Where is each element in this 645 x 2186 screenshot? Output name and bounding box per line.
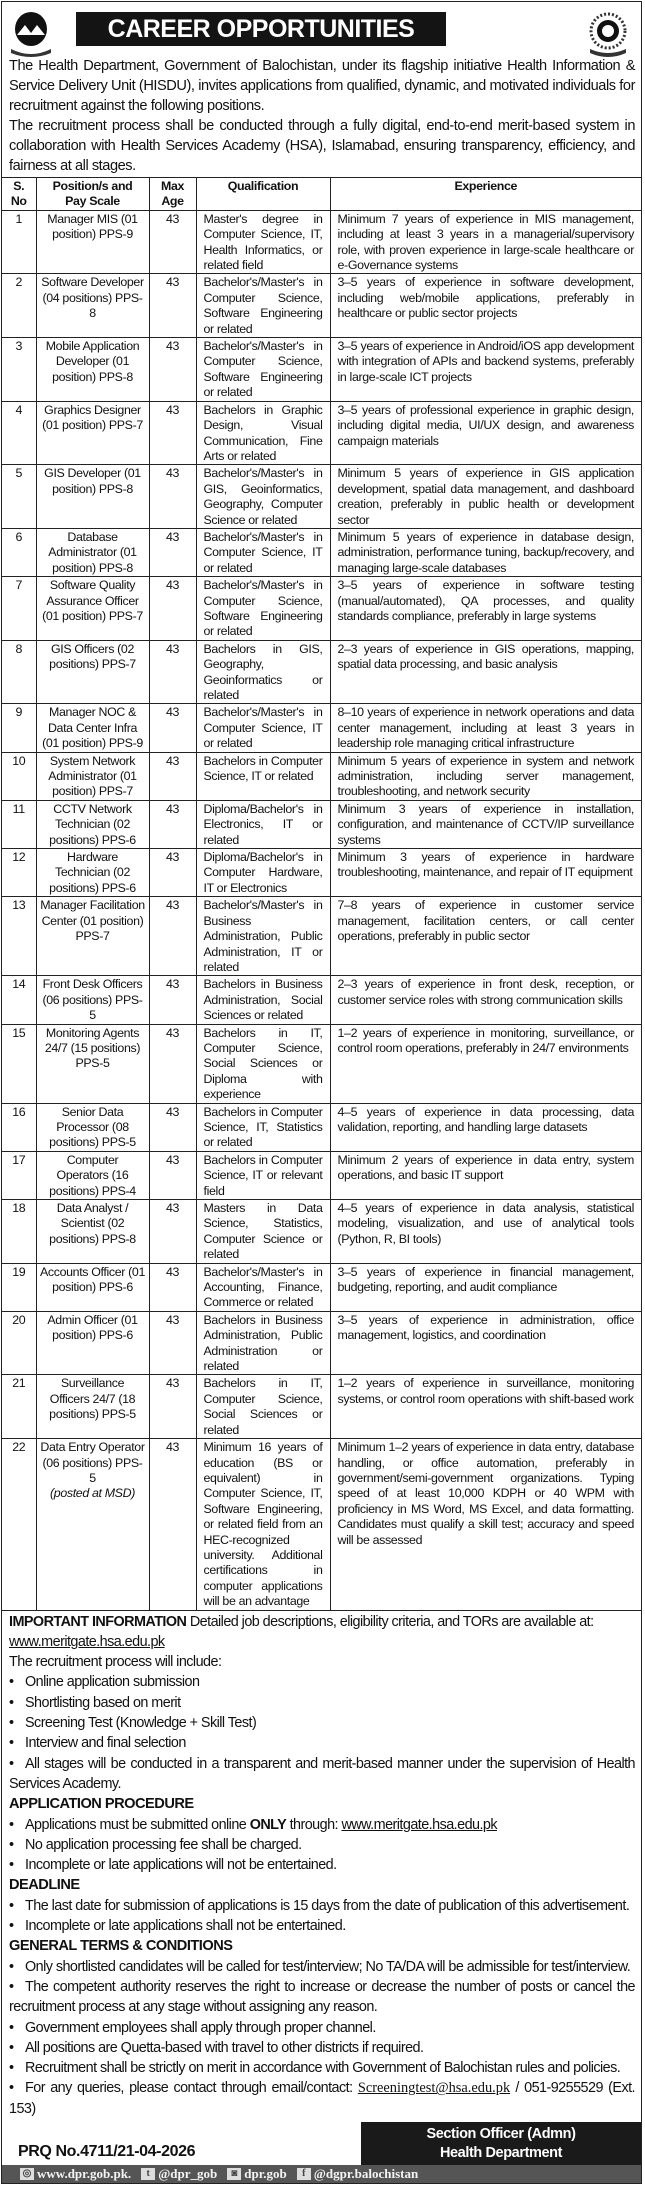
table-row xyxy=(2,640,641,704)
position-title: Software Developer (04 positions) PPS-8 xyxy=(41,275,144,321)
position-title: Surveillance Officers 24/7 (18 positions) PPS-5 xyxy=(49,1376,136,1422)
cell-max-age: 43 xyxy=(149,274,196,338)
cell-position xyxy=(36,338,149,402)
cell-sno: 12 xyxy=(2,849,36,897)
table-row xyxy=(2,1200,641,1264)
cell-experience: 3–5 years of experience in financial management, budgeting, reporting, and audit compliance xyxy=(330,1263,641,1311)
table-row xyxy=(2,897,641,976)
bullet-icon: • xyxy=(9,1897,14,1914)
cell-experience: 4–5 years of experience in data analysis, statistical modeling, visualization, and use of analytical tools (Python, R, BI tools) xyxy=(330,1200,641,1264)
bullet-icon: • xyxy=(9,1978,14,1995)
cell-experience: 3–5 years of experience in administration, office management, logistics, and coordination xyxy=(330,1311,641,1375)
procedure-heading: APPLICATION PROCEDURE xyxy=(9,1796,194,1813)
position-title: Computer Operators (16 positions) PPS-4 xyxy=(49,1152,136,1198)
cell-qualification: Bachelor's/Master's in Accounting, Finance, Commerce or related xyxy=(196,1263,330,1311)
deadline-item-text: Incomplete or late applications shall not be entertained. xyxy=(25,1918,346,1935)
footer-instagram[interactable]: ◙ dpr.gob xyxy=(227,2165,287,2183)
advertisement-frame xyxy=(1,1,642,2184)
procedure-online: • Applications must be submitted online ONLY through: www.meritgate.hsa.edu.pk xyxy=(9,1816,498,1833)
position-title: Hardware Technician (02 positions) PPS-6 xyxy=(49,850,136,895)
position-title: Data Analyst / Scientist (02 positions) PPS-8 xyxy=(49,1201,136,1246)
table-row xyxy=(2,210,641,274)
terms-item-text: Recruitment shall be strictly on merit in accordance with Government of Balochistan rules and policies. xyxy=(25,2060,621,2077)
cell-sno: 16 xyxy=(2,1103,36,1151)
bullet-icon: • xyxy=(9,2039,14,2056)
cell-position xyxy=(36,752,149,800)
page-title: CAREER OPPORTUNITIES xyxy=(76,12,446,46)
cell-sno: 13 xyxy=(2,897,36,976)
deadline-item xyxy=(9,1896,635,1916)
cell-max-age: 43 xyxy=(149,976,196,1024)
bullet-icon: • xyxy=(9,1694,14,1711)
stages-note: • All stages will be conducted in a transparent and merit-based manner under the supervision of Health Services Academy. xyxy=(9,1755,635,1792)
cell-position xyxy=(36,1151,149,1199)
cell-experience: 4–5 years of experience in data processing, data validation, reporting, and handling large datasets xyxy=(330,1103,641,1151)
position-title: GIS Officers (02 positions) PPS-7 xyxy=(49,641,136,672)
procedure-item xyxy=(9,1835,635,1855)
process-step xyxy=(9,1713,635,1733)
cell-experience: 3–5 years of experience in software development, including web/mobile applications, preferably in healthcare or public sector projects xyxy=(330,274,641,338)
bullet-icon: • xyxy=(9,2019,14,2036)
cell-qualification: Bachelor's/Master's in Computer Science, IT or related xyxy=(196,528,330,576)
bullet-icon: • xyxy=(9,1836,14,1853)
intro-text xyxy=(9,56,635,176)
intro-paragraph: The recruitment process shall be conducted through a fully digital, end-to-end merit-based system in collaboration with Health Services Academy (HSA), Islamabad, ensuring transparency, efficiency, and fairness at all stages. xyxy=(9,118,635,174)
contact-info: • For any queries, please contact through email/contact: Screeningtest@hsa.edu.pk / 051-9255529 (Ext. 153) xyxy=(9,2080,635,2117)
process-step xyxy=(9,1733,635,1753)
position-title: Manager Facilitation Center (01 position) PPS-7 xyxy=(40,898,145,944)
positions-table xyxy=(2,177,641,1611)
process-step-text: Online application submission xyxy=(25,1674,200,1691)
cell-qualification: Bachelors in Business Administration, Public Administration or related xyxy=(196,1311,330,1375)
footer-website[interactable]: ◎ www.dpr.gob.pk. xyxy=(20,2165,131,2183)
cell-experience: Minimum 7 years of experience in MIS management, including at least 3 years in a managerial/supervisory role, with proven experience in large-scale healthcare or e-Governance systems xyxy=(330,210,641,274)
header-qualification: Qualification xyxy=(196,178,330,211)
cell-max-age: 43 xyxy=(149,640,196,704)
bullet-icon: • xyxy=(9,2060,14,2077)
cell-max-age: 43 xyxy=(149,1024,196,1103)
header-max-age: Max Age xyxy=(149,178,196,211)
cell-sno: 7 xyxy=(2,577,36,641)
table-row xyxy=(2,752,641,800)
cell-position xyxy=(36,465,149,529)
instagram-icon: ◙ xyxy=(227,2168,241,2180)
table-row xyxy=(2,849,641,897)
footer-bar xyxy=(2,2165,641,2183)
cell-qualification: Bachelor's/Master's in GIS, Geoinformatics, Geography, Computer Science or related xyxy=(196,465,330,529)
facebook-icon: f xyxy=(297,2168,311,2180)
cell-max-age: 43 xyxy=(149,800,196,848)
position-note: (posted at MSD) xyxy=(50,1486,135,1501)
procedure-item-text: Incomplete or late applications will not be entertained. xyxy=(25,1857,337,1874)
bullet-icon: • xyxy=(9,1674,14,1691)
cell-experience: 7–8 years of experience in customer service management, facilitation centers, or call center operations, preferably in public sector xyxy=(330,897,641,976)
cell-sno: 2 xyxy=(2,274,36,338)
position-title: Mobile Application Developer (01 position) PPS-8 xyxy=(45,339,140,384)
cell-position xyxy=(36,1263,149,1311)
signature-row xyxy=(2,2122,641,2165)
cell-experience: Minimum 1–2 years of experience in data entry, database handling, or office automation, preferably in government/semi-government organizations. Typing speed of at least 10,000 KDPH or 40 WPM with proficiency in MS Word, MS Excel, and data formatting. Candidates must qualify a skill test; accuracy and speed will be assessed xyxy=(330,1439,641,1610)
bullet-icon: • xyxy=(9,1918,14,1935)
cell-qualification: Diploma/Bachelor's in Computer Hardware, IT or Electronics xyxy=(196,849,330,897)
cell-experience: Minimum 3 years of experience in hardware troubleshooting, maintenance, and repair of IT equipment xyxy=(330,849,641,897)
table-row xyxy=(2,800,641,848)
balochistan-govt-logo xyxy=(7,9,55,57)
intro-paragraph: The Health Department, Government of Balochistan, under its flagship initiative Health Information & Service Delivery Unit (HISDU), invites applications from qualified, dynamic, and motivated individuals for recruitment against the following positions. xyxy=(9,58,635,114)
cell-qualification: Bachelor's/Master's in Computer Science, Software Engineering or related xyxy=(196,338,330,402)
information-section xyxy=(9,1612,635,2119)
cell-max-age: 43 xyxy=(149,1103,196,1151)
terms-item xyxy=(9,2058,635,2078)
cell-position xyxy=(36,704,149,752)
meritgate-link[interactable]: www.meritgate.hsa.edu.pk xyxy=(9,1633,165,1650)
position-title: Monitoring Agents 24/7 (15 positions) PPS-5 xyxy=(44,1025,141,1071)
terms-item-text: Government employees shall apply through proper channel. xyxy=(25,2019,376,2036)
cell-max-age: 43 xyxy=(149,1263,196,1311)
cell-max-age: 43 xyxy=(149,897,196,976)
health-department-emblem xyxy=(584,9,632,57)
cell-experience: 3–5 years of professional experience in graphic design, including digital media, UI/UX design, and awareness campaign materials xyxy=(330,401,641,465)
table-row xyxy=(2,704,641,752)
cell-max-age: 43 xyxy=(149,1200,196,1264)
process-step-text: Screening Test (Knowledge + Skill Test) xyxy=(25,1715,257,1732)
bullet-icon: • xyxy=(9,1735,14,1752)
contact-email-link[interactable]: Screeningtest@hsa.edu.pk xyxy=(357,2080,511,2097)
position-title: Senior Data Processor (08 positions) PPS-5 xyxy=(49,1104,136,1150)
cell-max-age: 43 xyxy=(149,1151,196,1199)
cell-qualification: Bachelors in Business Administration, Social Sciences or related xyxy=(196,976,330,1024)
terms-item-text: All positions are Quetta-based with travel to other districts if required. xyxy=(25,2039,424,2056)
process-step-text: Interview and final selection xyxy=(25,1735,186,1752)
bullet-icon: • xyxy=(9,1958,14,1975)
table-row xyxy=(2,1263,641,1311)
cell-max-age: 43 xyxy=(149,401,196,465)
cell-sno: 20 xyxy=(2,1311,36,1375)
cell-position xyxy=(36,274,149,338)
deadline-item-text: The last date for submission of applications is 15 days from the date of publication of this advertisement. xyxy=(25,1897,630,1914)
header-sno: S. No xyxy=(2,178,36,211)
cell-qualification: Master's degree in Computer Science, IT, Health Informatics, or related field xyxy=(196,210,330,274)
cell-qualification: Bachelors in GIS, Geography, Geoinformatics or related xyxy=(196,640,330,704)
cell-position xyxy=(36,976,149,1024)
cell-qualification: Bachelors in Computer Science, IT, Statistics or related xyxy=(196,1103,330,1151)
table-row xyxy=(2,1311,641,1375)
cell-max-age: 43 xyxy=(149,210,196,274)
table-row xyxy=(2,465,641,529)
terms-item-text: The competent authority reserves the right to increase or decrease the number of posts or cancel the recruitment process at any stage without assigning any reason. xyxy=(9,1978,635,2016)
cell-qualification: Bachelors in IT, Computer Science, Social Sciences or Diploma with experience xyxy=(196,1024,330,1103)
table-row xyxy=(2,528,641,576)
cell-position xyxy=(36,897,149,976)
meritgate-apply-link[interactable]: www.meritgate.hsa.edu.pk xyxy=(341,1816,498,1833)
cell-experience: 3–5 years of experience in Android/iOS app development with integration of APIs and backend systems, preferably in large-scale ICT projects xyxy=(330,338,641,402)
cell-qualification: Bachelor's/Master's in Business Administration, Public Administration, IT or related xyxy=(196,897,330,976)
table-row xyxy=(2,1151,641,1199)
cell-sno: 19 xyxy=(2,1263,36,1311)
cell-qualification: Bachelors in Graphic Design, Visual Communication, Fine Arts or related xyxy=(196,401,330,465)
terms-item xyxy=(9,2018,635,2038)
important-information xyxy=(9,1612,635,1632)
cell-experience: 2–3 years of experience in front desk, reception, or customer service roles with strong communication skills xyxy=(330,976,641,1024)
cell-position xyxy=(36,1439,149,1610)
twitter-icon: t xyxy=(141,2168,155,2180)
cell-qualification: Bachelor's/Master's in Computer Science, IT or related xyxy=(196,704,330,752)
terms-item xyxy=(9,1977,635,2018)
process-step xyxy=(9,1672,635,1692)
cell-sno: 10 xyxy=(2,752,36,800)
position-title: Manager MIS (01 position) PPS-9 xyxy=(47,211,138,242)
header-position: Position/s and Pay Scale xyxy=(36,178,149,211)
signature-title: Section Officer (Admn) xyxy=(426,2126,576,2142)
cell-experience: 3–5 years of experience in software testing (manual/automated), QA processes, and quality standards compliance, preferably in large systems xyxy=(330,577,641,641)
cell-max-age: 43 xyxy=(149,1311,196,1375)
cell-sno: 3 xyxy=(2,338,36,402)
cell-sno: 6 xyxy=(2,528,36,576)
table-row xyxy=(2,1024,641,1103)
table-row xyxy=(2,1103,641,1151)
position-title: Data Entry Operator (06 positions) PPS-5 xyxy=(40,1440,145,1485)
cell-experience: 8–10 years of experience in network operations and data center management, including at least 3 years in leadership role managing critical infrastructure xyxy=(330,704,641,752)
cell-sno: 17 xyxy=(2,1151,36,1199)
cell-experience: 1–2 years of experience in surveillance, monitoring systems, or control room operations with shift-based work xyxy=(330,1375,641,1439)
table-row xyxy=(2,274,641,338)
cell-position xyxy=(36,800,149,848)
position-title: Accounts Officer (01 position) PPS-6 xyxy=(39,1264,146,1295)
cell-sno: 21 xyxy=(2,1375,36,1439)
deadline-item xyxy=(9,1916,635,1936)
terms-heading: GENERAL TERMS & CONDITIONS xyxy=(9,1938,233,1955)
signature-block xyxy=(361,2122,641,2165)
cell-max-age: 43 xyxy=(149,528,196,576)
cell-max-age: 43 xyxy=(149,1439,196,1610)
cell-qualification: Bachelor's/Master's in Computer Science, Software Engineering or related xyxy=(196,274,330,338)
cell-position xyxy=(36,528,149,576)
position-title: Manager NOC & Data Center Infra (01 position) PPS-9 xyxy=(42,705,143,751)
cell-experience: Minimum 3 years of experience in installation, configuration, and maintenance of CCTV/IP surveillance systems xyxy=(330,800,641,848)
cell-experience: Minimum 5 years of experience in GIS application development, spatial data management, and dashboard creation, preferably in public health or development sector xyxy=(330,465,641,529)
terms-item-text: Only shortlisted candidates will be called for test/interview; No TA/DA will be admissible for test/interview. xyxy=(25,1958,631,1975)
procedure-item xyxy=(9,1855,635,1875)
cell-position xyxy=(36,849,149,897)
cell-position xyxy=(36,1024,149,1103)
cell-max-age: 43 xyxy=(149,1375,196,1439)
position-title: Front Desk Officers (06 positions) PPS-5 xyxy=(42,977,143,1023)
cell-sno: 1 xyxy=(2,210,36,274)
cell-qualification: Bachelors in Computer Science, IT or relevant field xyxy=(196,1151,330,1199)
cell-qualification: Bachelors in IT, Computer Science, Social Sciences or related xyxy=(196,1375,330,1439)
procedure-item-text: No application processing fee shall be charged. xyxy=(25,1836,302,1853)
cell-max-age: 43 xyxy=(149,465,196,529)
position-title: Software Quality Assurance Officer (01 position) PPS-7 xyxy=(42,578,143,623)
cell-sno: 4 xyxy=(2,401,36,465)
cell-qualification: Bachelors in Computer Science, IT or related xyxy=(196,752,330,800)
cell-sno: 22 xyxy=(2,1439,36,1610)
cell-max-age: 43 xyxy=(149,752,196,800)
cell-max-age: 43 xyxy=(149,577,196,641)
terms-item xyxy=(9,1957,635,1977)
process-intro: The recruitment process will include: xyxy=(9,1654,222,1671)
position-title: Database Administrator (01 position) PPS-8 xyxy=(48,529,137,575)
cell-position xyxy=(36,1200,149,1264)
cell-position xyxy=(36,640,149,704)
process-step-text: Shortlisting based on merit xyxy=(25,1694,181,1711)
table-header-row xyxy=(2,178,641,211)
cell-position xyxy=(36,577,149,641)
table-row xyxy=(2,1439,641,1610)
table-row xyxy=(2,976,641,1024)
position-title: GIS Developer (01 position) PPS-8 xyxy=(44,466,141,496)
important-heading: IMPORTANT INFORMATION xyxy=(9,1613,187,1630)
cell-qualification: Bachelor's/Master's in Computer Science, Software Engineering or related xyxy=(196,577,330,641)
footer-twitter[interactable]: t @dpr_gob xyxy=(141,2165,217,2183)
cell-qualification: Masters in Data Science, Statistics, Computer Science or related xyxy=(196,1200,330,1264)
prq-number: PRQ No.4711/21-04-2026 xyxy=(18,2143,196,2160)
cell-position xyxy=(36,210,149,274)
cell-experience: Minimum 5 years of experience in system and network administration, including server management, troubleshooting, and network security xyxy=(330,752,641,800)
cell-position xyxy=(36,1311,149,1375)
position-title: Graphics Designer (01 position) PPS-7 xyxy=(42,402,143,433)
header xyxy=(2,2,641,56)
terms-item xyxy=(9,2038,635,2058)
cell-position xyxy=(36,1375,149,1439)
cell-qualification: Diploma/Bachelor's in Electronics, IT or related xyxy=(196,800,330,848)
bullet-icon: • xyxy=(9,1857,14,1874)
position-title: CCTV Network Technician (02 positions) PPS-6 xyxy=(49,801,136,847)
header-experience: Experience xyxy=(330,178,641,211)
position-title: System Network Administrator (01 position) PPS-7 xyxy=(48,753,137,799)
cell-experience: Minimum 5 years of experience in database design, administration, performance tuning, backup/recovery, and managing large-scale databases xyxy=(330,528,641,576)
table-row xyxy=(2,401,641,465)
cell-experience: 1–2 years of experience in monitoring, surveillance, or control room operations, preferably in 24/7 environments xyxy=(330,1024,641,1103)
table-row xyxy=(2,338,641,402)
cell-position xyxy=(36,401,149,465)
footer-facebook[interactable]: f @dgpr.balochistan xyxy=(297,2165,418,2183)
bullet-icon: • xyxy=(9,1715,14,1732)
cell-qualification: Minimum 16 years of education (BS or equivalent) in Computer Science, IT, Software Engineering, or related field from an HEC-recognized university. Additional certifications in computer applications will be an advantage xyxy=(196,1439,330,1610)
position-title: Admin Officer (01 position) PPS-6 xyxy=(47,1312,138,1343)
table-row xyxy=(2,577,641,641)
cell-sno: 5 xyxy=(2,465,36,529)
process-step xyxy=(9,1693,635,1713)
cell-sno: 11 xyxy=(2,800,36,848)
cell-position xyxy=(36,1103,149,1151)
signature-department: Health Department xyxy=(439,2145,563,2161)
globe-icon: ◎ xyxy=(20,2168,34,2180)
cell-sno: 15 xyxy=(2,1024,36,1103)
cell-experience: 2–3 years of experience in GIS operations, mapping, spatial data processing, and basic analysis xyxy=(330,640,641,704)
cell-sno: 18 xyxy=(2,1200,36,1264)
important-text: Detailed job descriptions, eligibility criteria, and TORs are available at: xyxy=(186,1613,594,1630)
cell-sno: 14 xyxy=(2,976,36,1024)
cell-experience: Minimum 2 years of experience in data entry, system operations, and basic IT support xyxy=(330,1151,641,1199)
cell-max-age: 43 xyxy=(149,849,196,897)
cell-sno: 9 xyxy=(2,704,36,752)
table-row xyxy=(2,1375,641,1439)
cell-max-age: 43 xyxy=(149,704,196,752)
cell-sno: 8 xyxy=(2,640,36,704)
cell-max-age: 43 xyxy=(149,338,196,402)
deadline-heading: DEADLINE xyxy=(9,1877,80,1894)
